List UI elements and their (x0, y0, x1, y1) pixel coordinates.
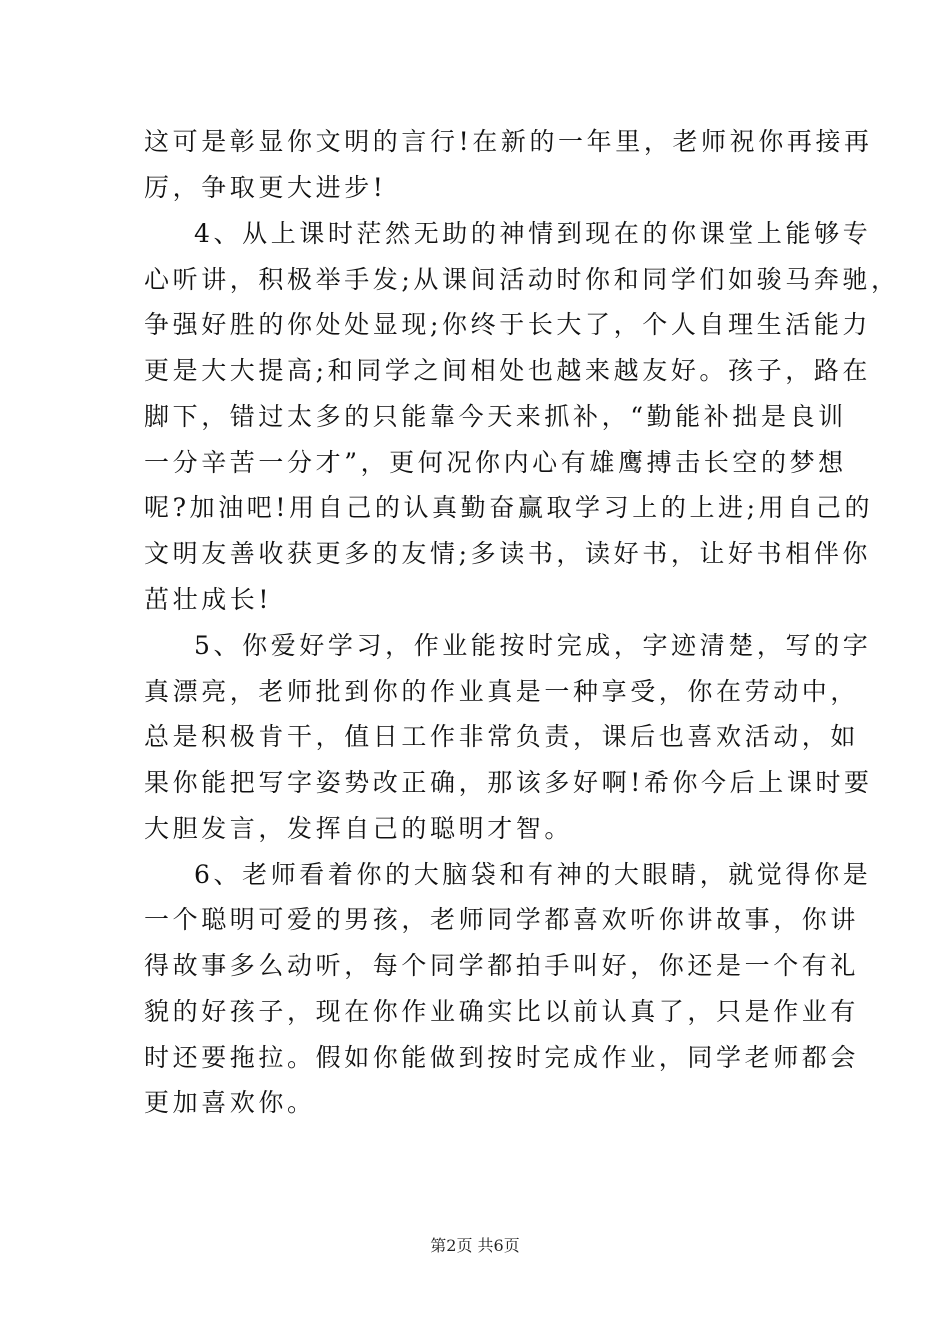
paragraph-line: 争强好胜的你处处显现;你终于长大了，个人自理生活能力 (144, 310, 872, 339)
paragraph-line: 一个聪明可爱的男孩，老师同学都喜欢听你讲故事，你讲 (144, 905, 860, 934)
paragraph-line: 时还要拖拉。假如你能做到按时完成作业，同学老师都会 (144, 1043, 860, 1072)
paragraph-line: 心听讲，积极举手发;从课间活动时你和同学们如骏马奔驰， (144, 265, 900, 294)
paragraph-line: 脚下，错过太多的只能靠今天来抓补，“勤能补拙是良训 (144, 402, 847, 431)
paragraph-line: 呢?加油吧!用自己的认真勤奋赢取学习上的上进;用自己的 (144, 493, 874, 522)
paragraph-line: 更是大大提高;和同学之间相处也越来越友好。孩子，路在 (144, 356, 872, 385)
paragraph-line: 更加喜欢你。 (144, 1088, 316, 1117)
paragraph-line: 得故事多么动听，每个同学都拍手叫好，你还是一个有礼 (144, 951, 860, 980)
paragraph-line: 4、从上课时茫然无助的神情到现在的你课堂上能够专 (194, 219, 872, 248)
paragraph-line: 果你能把写字姿势改正确，那该多好啊!希你今后上课时要 (144, 768, 873, 797)
paragraph-line: 大胆发言，发挥自己的聪明才智。 (144, 814, 574, 843)
paragraph-line: 真漂亮，老师批到你的作业真是一种享受，你在劳动中， (144, 677, 860, 706)
paragraph-line: 6、老师看着你的大脑袋和有神的大眼睛，就觉得你是 (194, 860, 872, 889)
paragraph-line: 5、你爱好学习，作业能按时完成，字迹清楚，写的字 (194, 631, 872, 660)
page-number: 第2页 共6页 (430, 1236, 520, 1255)
paragraph-line: 这可是彰显你文明的言行!在新的一年里，老师祝你再接再 (144, 127, 873, 156)
paragraph-line: 貌的好孩子，现在你作业确实比以前认真了，只是作业有 (144, 997, 860, 1026)
paragraph-line: 一分辛苦一分才”，更何况你内心有雄鹰搏击长空的梦想 (144, 448, 847, 477)
paragraph-line: 茁壮成长! (144, 585, 273, 614)
paragraph-line: 厉，争取更大进步! (144, 173, 387, 202)
paragraph-line: 总是积极肯干，值日工作非常负责，课后也喜欢活动，如 (144, 722, 860, 751)
paragraph-line: 文明友善收获更多的友情;多读书，读好书，让好书相伴你 (144, 539, 872, 568)
